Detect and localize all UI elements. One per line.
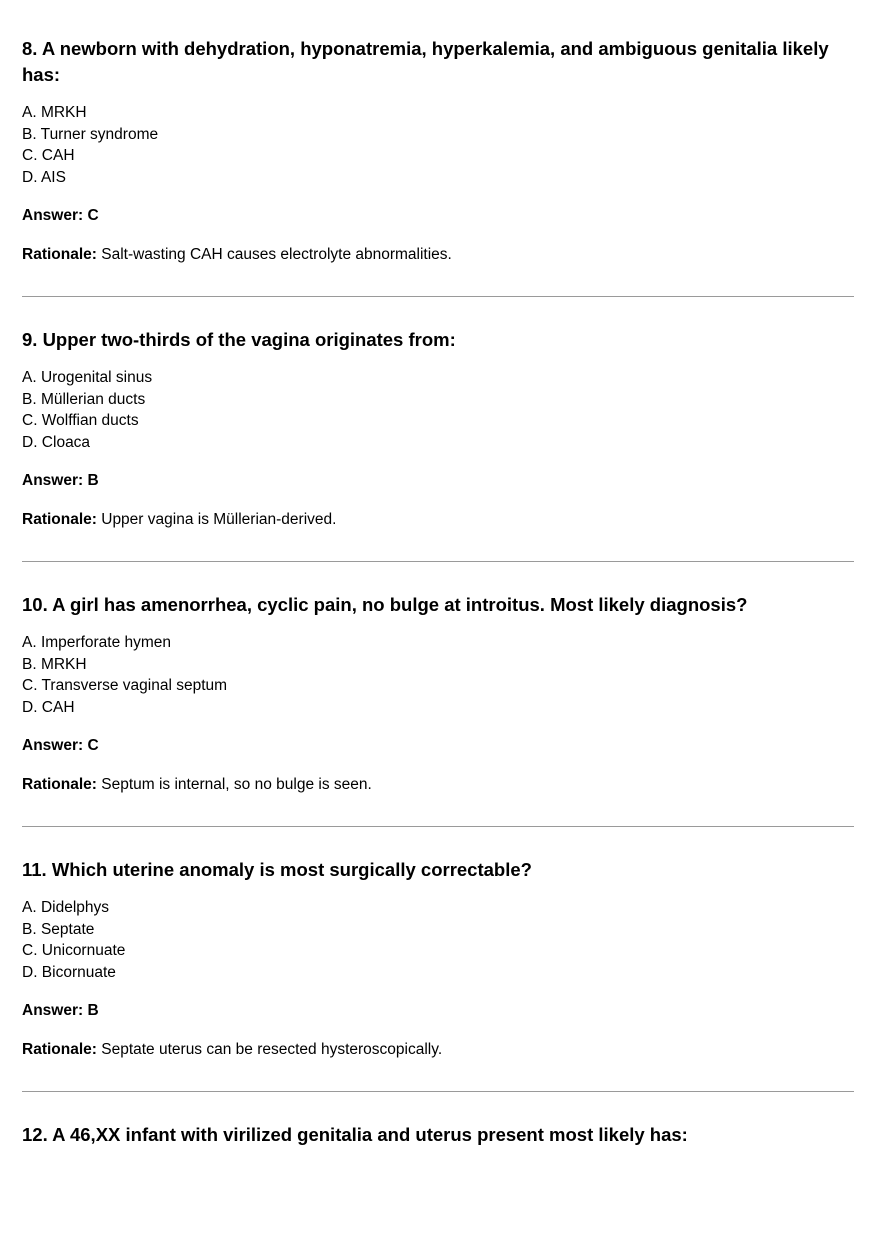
- rationale-label: Rationale:: [22, 776, 97, 793]
- question-8: [22, 36, 854, 265]
- option-a: A. Didelphys: [22, 899, 110, 916]
- rationale-label: Rationale:: [22, 511, 97, 528]
- divider: [22, 826, 854, 827]
- option-c: C. Transverse vaginal septum: [22, 677, 228, 694]
- option-list: [22, 897, 854, 983]
- divider: [22, 561, 854, 562]
- rationale-text: Salt-wasting CAH causes electrolyte abnormalities.: [96, 246, 452, 263]
- answer: Answer: C: [22, 207, 99, 224]
- answer: Answer: C: [22, 737, 99, 754]
- option-list: [22, 367, 854, 453]
- option-d: D. AIS: [22, 168, 66, 186]
- question-12: [22, 1122, 854, 1148]
- question-9: [22, 327, 854, 530]
- option-a: A. Urogenital sinus: [22, 369, 153, 386]
- question-title: 8. A newborn with dehydration, hyponatremia, hyperkalemia, and ambiguous genitalia likely has:: [22, 38, 829, 85]
- option-a: A. MRKH: [22, 104, 87, 121]
- option-c: C. Wolffian ducts: [22, 412, 139, 429]
- rationale: [22, 1040, 854, 1060]
- question-title: 11. Which uterine anomaly is most surgically correctable?: [22, 859, 532, 880]
- option-a: A. Imperforate hymen: [22, 634, 172, 651]
- question-11: [22, 857, 854, 1060]
- document-page: [22, 36, 854, 1162]
- question-title: 9. Upper two-thirds of the vagina originates from:: [22, 329, 456, 350]
- option-list: [22, 102, 854, 188]
- rationale: [22, 245, 854, 265]
- divider: [22, 296, 854, 297]
- option-d: D. CAH: [22, 698, 75, 716]
- rationale-text: Upper vagina is Müllerian-derived.: [96, 511, 337, 528]
- question-title: 12. A 46,XX infant with virilized genitalia and uterus present most likely has:: [22, 1124, 688, 1145]
- rationale: [22, 510, 854, 530]
- question-title: 10. A girl has amenorrhea, cyclic pain, no bulge at introitus. Most likely diagnosis?: [22, 594, 748, 615]
- option-c: C. CAH: [22, 147, 75, 164]
- option-c: C. Unicornuate: [22, 942, 126, 959]
- option-d: D. Bicornuate: [22, 963, 116, 981]
- rationale-text: Septate uterus can be resected hysteroscopically.: [96, 1041, 443, 1058]
- rationale-label: Rationale:: [22, 246, 97, 263]
- question-10: [22, 592, 854, 795]
- rationale-label: Rationale:: [22, 1041, 97, 1058]
- answer: Answer: B: [22, 1002, 99, 1019]
- option-list: [22, 632, 854, 718]
- option-b: B. Septate: [22, 920, 95, 938]
- option-b: B. Müllerian ducts: [22, 390, 146, 408]
- divider: [22, 1091, 854, 1092]
- answer: Answer: B: [22, 472, 99, 489]
- option-b: B. Turner syndrome: [22, 125, 159, 143]
- option-d: D. Cloaca: [22, 433, 91, 451]
- rationale: [22, 775, 854, 795]
- option-b: B. MRKH: [22, 655, 87, 673]
- rationale-text: Septum is internal, so no bulge is seen.: [96, 776, 372, 793]
